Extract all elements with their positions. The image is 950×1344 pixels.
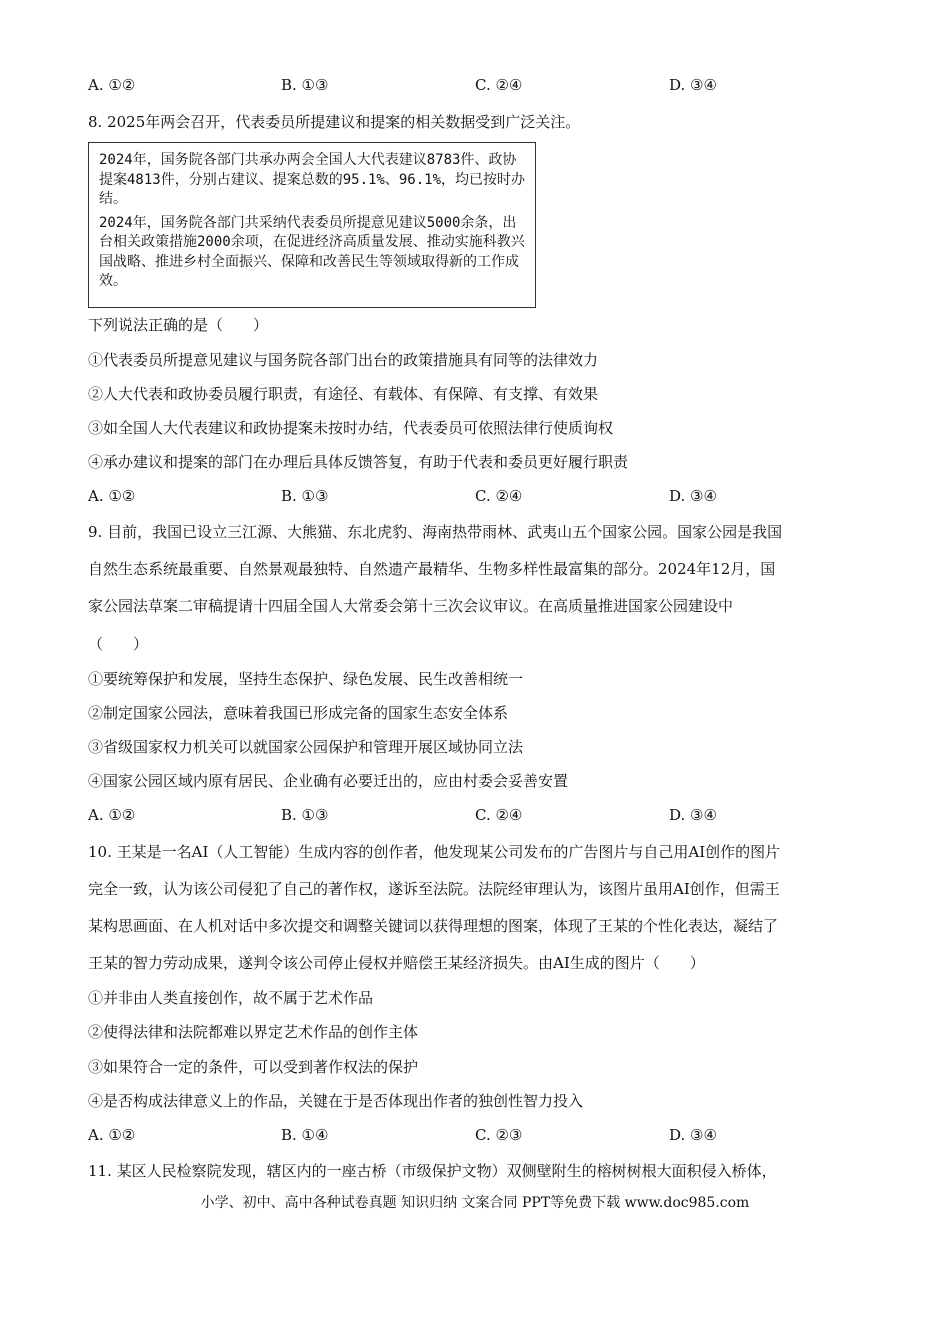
q8-option-d: D. ③④	[669, 487, 717, 505]
q8-option-b: B. ①③	[281, 487, 329, 505]
q10-item-2: ②使得法律和法院都难以界定艺术作品的创作主体	[88, 1023, 419, 1041]
q7-option-c: C. ②④	[475, 76, 523, 94]
q8-stem: 8. 2025年两会召开，代表委员所提建议和提案的相关数据受到广泛关注。	[88, 113, 581, 131]
q9-item-4: ④国家公园区域内原有居民、企业确有必要迁出的，应由村委会妥善安置	[88, 772, 569, 790]
q7-option-d: D. ③④	[669, 76, 717, 94]
q10-item-3: ③如果符合一定的条件，可以受到著作权法的保护	[88, 1058, 419, 1076]
q9-option-d: D. ③④	[669, 806, 717, 824]
q8-item-1: ①代表委员所提意见建议与国务院各部门出台的政策措施具有同等的法律效力	[88, 351, 599, 369]
q9-item-2: ②制定国家公园法，意味着我国已形成完备的国家生态安全体系	[88, 704, 509, 722]
q10-option-b: B. ①④	[281, 1126, 329, 1144]
q10-option-d: D. ③④	[669, 1126, 717, 1144]
q7-option-b: B. ①③	[281, 76, 329, 94]
q9-item-3: ③省级国家权力机关可以就国家公园保护和管理开展区域协同立法	[88, 738, 524, 756]
q8-options	[88, 486, 868, 506]
q9-option-b: B. ①③	[281, 806, 329, 824]
q10-line-2: 完全一致，认为该公司侵犯了自己的著作权，遂诉至法院。法院经审理认为，该图片虽用AI创作，但需王	[88, 880, 780, 898]
q10-item-1: ①并非由人类直接创作，故不属于艺术作品	[88, 989, 374, 1007]
q9-options	[88, 805, 868, 825]
q8-box-paragraph-1: 2024年，国务院各部门共承办两会全国人大代表建议8783件、政协提案4813件，分别占建议、提案总数的95.1%、96.1%，均已按时办结。	[99, 152, 526, 207]
q10-option-c: C. ②③	[475, 1126, 523, 1144]
q10-item-4: ④是否构成法律意义上的作品，关键在于是否体现出作者的独创性智力投入	[88, 1092, 584, 1110]
q10-option-a: A. ①②	[88, 1126, 136, 1144]
q8-item-4: ④承办建议和提案的部门在办理后具体反馈答复，有助于代表和委员更好履行职责	[88, 453, 629, 471]
q11-line-1: 11. 某区人民检察院发现，辖区内的一座古桥（市级保护文物）双侧壁附生的榕树树根大面积侵入桥体，	[88, 1162, 777, 1180]
q10-line-4: 王某的智力劳动成果，遂判令该公司停止侵权并赔偿王某经济损失。由AI生成的图片（ ）	[88, 954, 705, 972]
q8-option-a: A. ①②	[88, 487, 136, 505]
q9-line-1: 9. 目前，我国已设立三江源、大熊猫、东北虎豹、海南热带雨林、武夷山五个国家公园。国家公园是我国	[88, 523, 783, 541]
q8-item-3: ③如全国人大代表建议和政协提案未按时办结，代表委员可依照法律行使质询权	[88, 419, 614, 437]
q8-data-box	[88, 142, 536, 308]
q8-question: 下列说法正确的是（ ）	[88, 316, 269, 334]
q8-box-paragraph-2: 2024年，国务院各部门共采纳代表委员所提意见建议5000余条，出台相关政策措施2000余项，在促进经济高质量发展、推动实施科教兴国战略、推进乡村全面振兴、保障和改善民生等领域取得新的工作成效。	[99, 214, 525, 289]
q9-option-c: C. ②④	[475, 806, 523, 824]
q9-item-1: ①要统筹保护和发展，坚持生态保护、绿色发展、民生改善相统一	[88, 670, 524, 688]
q9-option-a: A. ①②	[88, 806, 136, 824]
q8-item-2: ②人大代表和政协委员履行职责，有途径、有载体、有保障、有支撑、有效果	[88, 385, 599, 403]
q9-line-2: 自然生态系统最重要、自然景观最独特、自然遗产最精华、生物多样性最富集的部分。2024年12月，国	[88, 560, 776, 578]
page-footer: 小学、初中、高中各种试卷真题 知识归纳 文案合同 PPT等免费下载 www.doc985.com	[200, 1195, 750, 1211]
q7-option-a: A. ①②	[88, 76, 136, 94]
q10-options	[88, 1125, 868, 1145]
q10-line-3: 某构思画面、在人机对话中多次提交和调整关键词以获得理想的图案，体现了王某的个性化表达，凝结了	[88, 917, 779, 935]
q10-line-1: 10. 王某是一名AI（人工智能）生成内容的创作者，他发现某公司发布的广告图片与自己用AI创作的图片	[88, 843, 781, 861]
q7-options	[88, 75, 868, 95]
q9-line-3: 家公园法草案二审稿提请十四届全国人大常委会第十三次会议审议。在高质量推进国家公园建设中	[88, 597, 734, 615]
q8-option-c: C. ②④	[475, 487, 523, 505]
q9-line-4: （ ）	[88, 635, 149, 653]
